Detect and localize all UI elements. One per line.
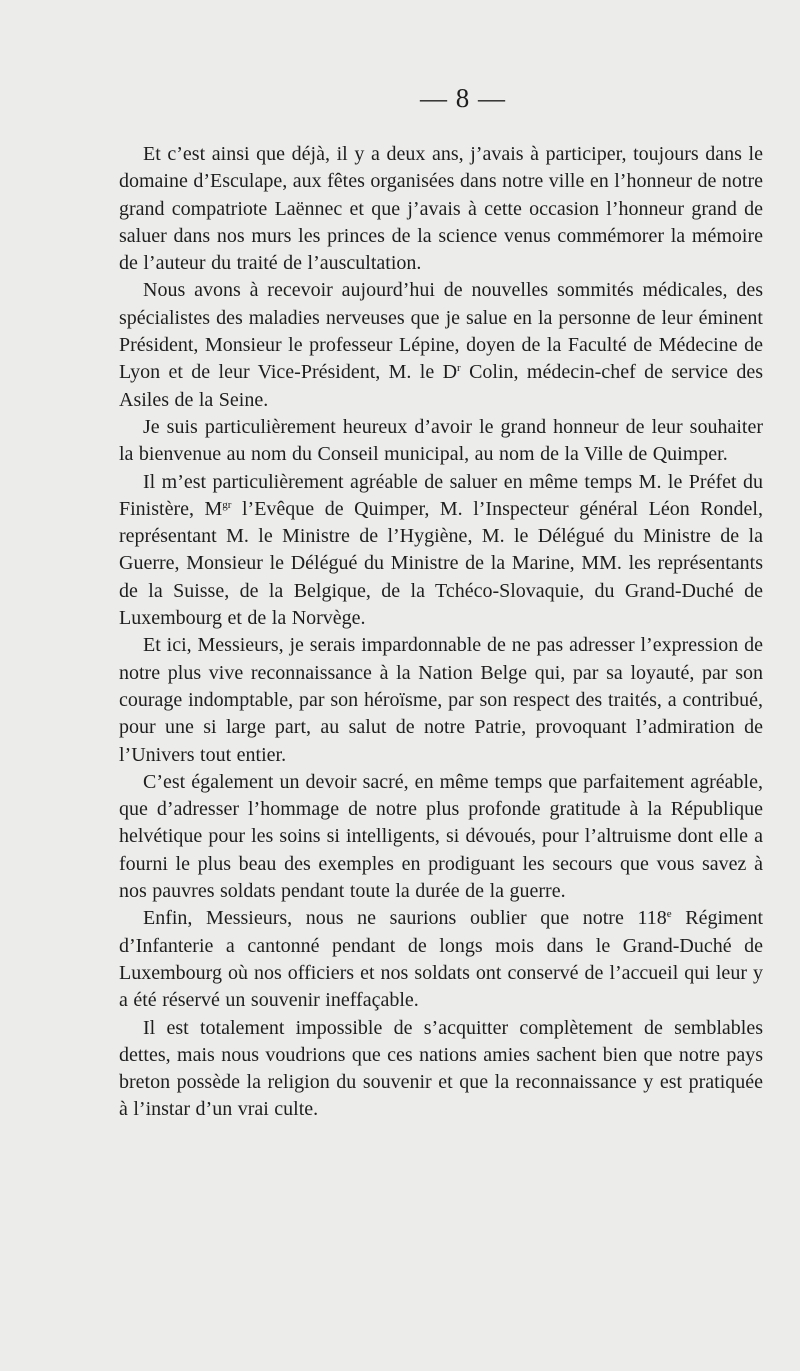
superscript: r xyxy=(457,362,461,375)
paragraph xyxy=(119,905,763,1014)
paragraph: Je suis particulièrement heureux d’avoir le grand honneur de leur souhaiter la bienvenue au nom du Conseil municipal, au nom de la Ville de Quimper. xyxy=(119,415,763,466)
paragraph-text: Il m’est particulièrement agréable de saluer en même temps M. le Préfet du Finistère, M xyxy=(119,470,763,520)
paragraph-text: Régiment d’Infanterie a cantonné pendant de longs mois dans le Grand-Duché de Luxembourg où nos officiers et nos soldats ont conservé de l’accueil qui leur y a été réservé un souvenir ineffaçable. xyxy=(119,907,763,1012)
paragraph-text: Nous avons à recevoir aujourd’hui de nouvelles sommités médicales, des spécialistes des maladies nerveuses que je salue en la personne de leur éminent Président, Monsieur le professeur Lépine, doyen de la Faculté de Médecine de Lyon et de leur Vice-Président, M. le D xyxy=(119,279,763,384)
paragraph: C’est également un devoir sacré, en même temps que parfaitement agréable, que d’adresser l’hommage de notre plus profonde gratitude à la République helvétique pour les soins si intelligents, si dévoués, pour l’altruisme dont elle a fourni le plus beau des exemples en prodiguant les secours que vous savez à nos pauvres soldats pendant toute la durée de la guerre. xyxy=(119,770,763,903)
document-body xyxy=(119,141,763,1124)
paragraph-text: Enfin, Messieurs, nous ne saurions oublier que notre 118 xyxy=(143,907,667,930)
superscript: gr xyxy=(222,498,232,511)
paragraph xyxy=(119,277,763,413)
paragraph: Il est totalement impossible de s’acquitter complètement de semblables dettes, mais nous voudrions que ces nations amies sachent bien que notre pays breton possède la religion du souvenir et que la reconnaissance y est pratiquée à l’instar d’un vrai culte. xyxy=(119,1016,763,1121)
paragraph-text: l’Evêque de Quimper, M. l’Inspecteur général Léon Rondel, représentant M. le Ministre de l’Hygiène, M. le Délégué du Ministre de la Guerre, Monsieur le Délégué du Ministre de la Marine, MM. les représentants de la Suisse, de la Belgique, de la Tchéco-Slovaquie, du Grand-Duché de Luxembourg et de la Norvège. xyxy=(119,497,763,630)
page-number: — 8 — xyxy=(420,83,506,113)
paragraph-text: Colin, médecin-chef de service des Asiles de la Seine. xyxy=(119,361,763,411)
paragraph: Et c’est ainsi que déjà, il y a deux ans, j’avais à participer, toujours dans le domaine d’Esculape, aux fêtes organisées dans notre ville en l’honneur de notre grand compatriote Laënnec et que j’avais à cette occasion l’honneur grand de saluer dans nos murs les princes de la science venus commémorer la mémoire de l’auteur du traité de l’auscultation. xyxy=(119,143,763,275)
paragraph: Et ici, Messieurs, je serais impardonnable de ne pas adresser l’expression de notre plus vive reconnaissance à la Nation Belge qui, par sa loyauté, par son courage indomptable, par son héroïsme, par son respect des traités, a contribué, pour une si large part, au salut de notre Patrie, provoquant l’admiration de l’Univers tout entier. xyxy=(119,634,763,766)
superscript: e xyxy=(666,908,672,921)
paragraph xyxy=(119,469,763,633)
